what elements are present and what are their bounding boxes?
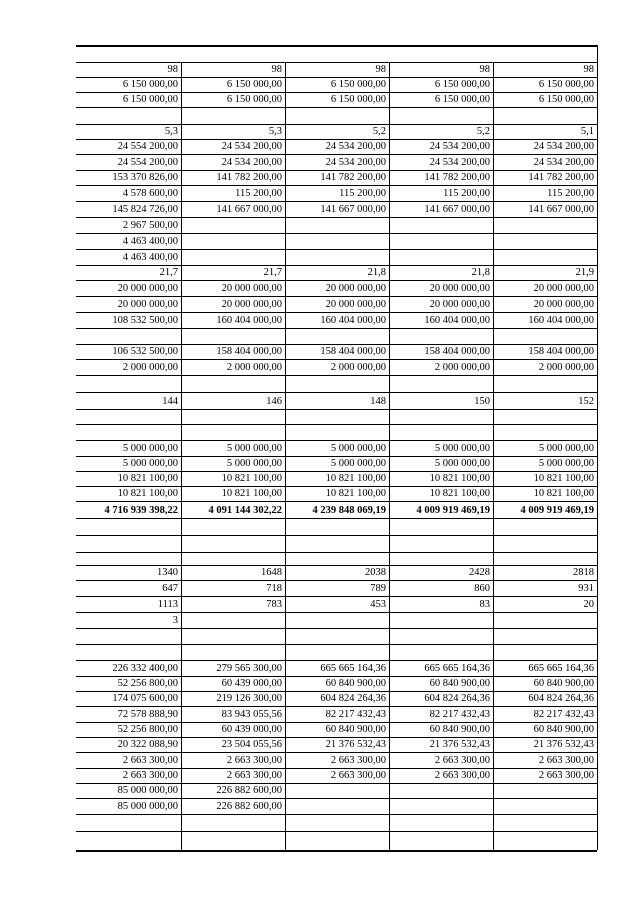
table-cell: 5 000 000,00 [434,443,490,454]
table-rule [76,628,597,629]
table-cell: 6 150 000,00 [330,94,386,105]
table-cell: 20 [583,599,594,610]
table-rule [76,501,597,502]
table-cell: 604 824 264,36 [528,693,594,704]
table-cell: 21,7 [263,267,282,278]
table-cell: 2 663 300,00 [538,755,594,766]
table-rule [76,752,597,753]
table-cell: 2 000 000,00 [538,362,594,373]
table-cell: 6 150 000,00 [122,94,178,105]
table-cell: 20 000 000,00 [117,283,178,294]
table-cell: 2 663 300,00 [538,770,594,781]
table-cell: 20 000 000,00 [325,283,386,294]
table-cell: 5,2 [476,126,490,137]
table-rule [76,375,597,376]
table-cell: 665 665 164,36 [424,663,490,674]
table-cell: 2 663 300,00 [226,755,282,766]
table-cell: 60 840 900,00 [325,724,386,735]
table-rule [76,154,597,155]
table-cell: 5,3 [268,126,282,137]
table-rule [76,185,597,186]
table-rule [76,660,597,661]
table-rule [76,328,597,329]
table-cell: 24 554 200,00 [117,157,178,168]
table-cell: 21 376 532,43 [533,739,594,750]
table-cell: 85 000 000,00 [117,785,178,796]
table-cell: 158 404 000,00 [528,346,594,357]
table-cell: 141 667 000,00 [528,204,594,215]
table-cell: 10 821 100,00 [325,488,386,499]
table-cell: 2 967 500,00 [122,220,178,231]
table-cell: 5,1 [580,126,594,137]
table-cell: 21,7 [159,267,178,278]
table-cell: 72 578 888,90 [117,709,178,720]
table-cell: 21,8 [367,267,386,278]
table-cell: 5,2 [372,126,386,137]
table-cell: 10 821 100,00 [533,488,594,499]
table-cell: 82 217 432,43 [533,709,594,720]
table-cell: 21,9 [575,267,594,278]
table-rule [76,249,597,250]
table-cell: 4 009 919 469,19 [520,505,594,516]
table-cell: 115 200,00 [547,188,594,199]
table-cell: 2 663 300,00 [434,755,490,766]
table-cell: 158 404 000,00 [320,346,386,357]
table-cell: 2 000 000,00 [122,362,178,373]
table-rule [76,706,597,707]
table-cell: 106 532 500,00 [112,346,178,357]
table-cell: 174 075 600,00 [112,693,178,704]
table-rule [76,392,597,393]
table-rule [76,107,597,108]
table-cell: 1113 [157,599,178,610]
table-cell: 6 150 000,00 [538,94,594,105]
table-cell: 20 000 000,00 [221,299,282,310]
table-cell: 21 376 532,43 [325,739,386,750]
table-cell: 5 000 000,00 [434,458,490,469]
table-cell: 85 000 000,00 [117,801,178,812]
table-cell: 83 [479,599,490,610]
table-cell: 98 [167,64,178,75]
table-cell: 6 150 000,00 [434,79,490,90]
table-cell: 4 463 400,00 [122,252,178,263]
table-cell: 60 840 900,00 [325,678,386,689]
table-cell: 21 376 532,43 [429,739,490,750]
table-cell: 6 150 000,00 [226,79,282,90]
table-cell: 20 000 000,00 [429,283,490,294]
table-cell: 604 824 264,36 [320,693,386,704]
table-cell: 5 000 000,00 [330,443,386,454]
table-cell: 789 [370,583,386,594]
table-cell: 6 150 000,00 [434,94,490,105]
table-cell: 60 840 900,00 [429,724,490,735]
table-cell: 10 821 100,00 [429,488,490,499]
table-cell: 1648 [261,567,282,578]
table-cell: 2038 [365,567,386,578]
table-cell: 5 000 000,00 [226,443,282,454]
table-cell: 10 821 100,00 [533,473,594,484]
table-cell: 10 821 100,00 [221,473,282,484]
table-cell: 226 882 600,00 [216,801,282,812]
table-cell: 20 000 000,00 [533,283,594,294]
table-cell: 82 217 432,43 [325,709,386,720]
table-rule [76,409,597,410]
table-cell: 718 [266,583,282,594]
table-cell: 5 000 000,00 [122,443,178,454]
table-cell: 2 663 300,00 [122,755,178,766]
table-cell: 4 578 600,00 [122,188,178,199]
table-cell: 141 782 200,00 [216,172,282,183]
table-cell: 83 943 055,56 [221,709,282,720]
table-cell: 10 821 100,00 [325,473,386,484]
table-cell: 21,8 [471,267,490,278]
table-rule [76,440,597,441]
table-cell: 150 [474,396,490,407]
table-rule [76,612,597,613]
table-cell: 6 150 000,00 [226,94,282,105]
table-cell: 2 663 300,00 [122,770,178,781]
table-rule [76,552,597,553]
table-cell: 5 000 000,00 [122,458,178,469]
table-cell: 141 782 200,00 [320,172,386,183]
table-rule [76,580,597,581]
table-cell: 115 200,00 [235,188,282,199]
table-cell: 2 663 300,00 [226,770,282,781]
table-cell: 60 840 900,00 [533,678,594,689]
table-rule [76,424,597,425]
table-rule [76,217,597,218]
table-rule [76,359,597,360]
table-rule [76,535,597,536]
table-cell: 24 554 200,00 [117,141,178,152]
column-rule [597,62,598,850]
table-cell: 5 000 000,00 [538,458,594,469]
table-cell: 158 404 000,00 [424,346,490,357]
table-cell: 23 504 055,56 [221,739,282,750]
table-rule [76,233,597,234]
table-cell: 20 000 000,00 [429,299,490,310]
table-cell: 98 [479,64,490,75]
table-cell: 2 663 300,00 [330,755,386,766]
table-cell: 60 840 900,00 [429,678,490,689]
table-cell: 20 000 000,00 [221,283,282,294]
table-cell: 453 [370,599,386,610]
table-cell: 2 663 300,00 [330,770,386,781]
table-cell: 24 534 200,00 [325,157,386,168]
table-rule [76,518,597,519]
table-cell: 24 534 200,00 [429,157,490,168]
table-cell: 10 821 100,00 [429,473,490,484]
table-cell: 141 667 000,00 [320,204,386,215]
table-cell: 226 882 600,00 [216,785,282,796]
table-cell: 98 [375,64,386,75]
table-rule [76,296,597,297]
table-cell: 160 404 000,00 [320,315,386,326]
table-cell: 24 534 200,00 [533,157,594,168]
table-cell: 82 217 432,43 [429,709,490,720]
table-border [597,45,598,62]
table-cell: 4 009 919 469,19 [416,505,490,516]
table-cell: 24 534 200,00 [533,141,594,152]
table-cell: 145 824 726,00 [112,204,178,215]
table-cell: 219 126 300,00 [216,693,282,704]
table-cell: 5 000 000,00 [538,443,594,454]
table-rule [76,798,597,799]
table-cell: 665 665 164,36 [320,663,386,674]
table-cell: 2 000 000,00 [434,362,490,373]
table-cell: 60 439 000,00 [221,678,282,689]
table-cell: 20 000 000,00 [117,299,178,310]
table-cell: 24 534 200,00 [429,141,490,152]
table-cell: 24 534 200,00 [221,157,282,168]
table-cell: 2 663 300,00 [434,770,490,781]
table-cell: 6 150 000,00 [330,79,386,90]
table-cell: 5,3 [164,126,178,137]
table-cell: 152 [578,396,594,407]
table-cell: 52 256 800,00 [117,678,178,689]
table-rule [76,596,597,597]
table-cell: 24 534 200,00 [221,141,282,152]
table-cell: 141 782 200,00 [424,172,490,183]
table-cell: 20 000 000,00 [533,299,594,310]
table-cell: 4 091 144 302,22 [208,505,282,516]
table-cell: 6 150 000,00 [538,79,594,90]
table-cell: 10 821 100,00 [117,473,178,484]
table-cell: 860 [474,583,490,594]
table-cell: 153 370 826,00 [112,172,178,183]
table-cell: 98 [271,64,282,75]
table-cell: 783 [266,599,282,610]
table-cell: 108 532 500,00 [112,315,178,326]
table-cell: 1340 [157,567,178,578]
table-cell: 4 463 400,00 [122,236,178,247]
table-cell: 647 [162,583,178,594]
table-cell: 2 000 000,00 [226,362,282,373]
table-rule [76,312,597,313]
table-cell: 141 667 000,00 [424,204,490,215]
table-cell: 98 [583,64,594,75]
table-cell: 141 667 000,00 [216,204,282,215]
table-rule [76,831,597,832]
table-cell: 60 439 000,00 [221,724,282,735]
table-cell: 115 200,00 [339,188,386,199]
table-cell: 665 665 164,36 [528,663,594,674]
table-rule [76,644,597,645]
table-cell: 4 239 848 069,19 [312,505,386,516]
table-cell: 20 322 088,90 [117,739,178,750]
table-cell: 141 782 200,00 [528,172,594,183]
table-cell: 2428 [469,567,490,578]
table-cell: 160 404 000,00 [424,315,490,326]
table-rule [76,280,597,281]
table-cell: 160 404 000,00 [528,315,594,326]
table-cell: 158 404 000,00 [216,346,282,357]
table-cell: 60 840 900,00 [533,724,594,735]
table-cell: 52 256 800,00 [117,724,178,735]
table-cell: 604 824 264,36 [424,693,490,704]
table-cell: 144 [162,396,178,407]
table-cell: 148 [370,396,386,407]
table-cell: 146 [266,396,282,407]
table-cell: 279 565 300,00 [216,663,282,674]
table-cell: 160 404 000,00 [216,315,282,326]
table-rule [76,45,597,47]
table-cell: 5 000 000,00 [226,458,282,469]
table-cell: 226 332 400,00 [112,663,178,674]
table-cell: 931 [578,583,594,594]
table-rule [76,201,597,202]
table-rule [76,814,597,815]
table-cell: 10 821 100,00 [117,488,178,499]
table-cell: 20 000 000,00 [325,299,386,310]
table-cell: 5 000 000,00 [330,458,386,469]
table-cell: 2 000 000,00 [330,362,386,373]
table-cell: 24 534 200,00 [325,141,386,152]
table-cell: 3 [172,615,178,626]
table-cell: 115 200,00 [443,188,490,199]
table-cell: 2818 [573,567,594,578]
table-cell: 10 821 100,00 [221,488,282,499]
table-rule [76,850,597,852]
table-cell: 6 150 000,00 [122,79,178,90]
table-cell: 4 716 939 398,22 [104,505,178,516]
